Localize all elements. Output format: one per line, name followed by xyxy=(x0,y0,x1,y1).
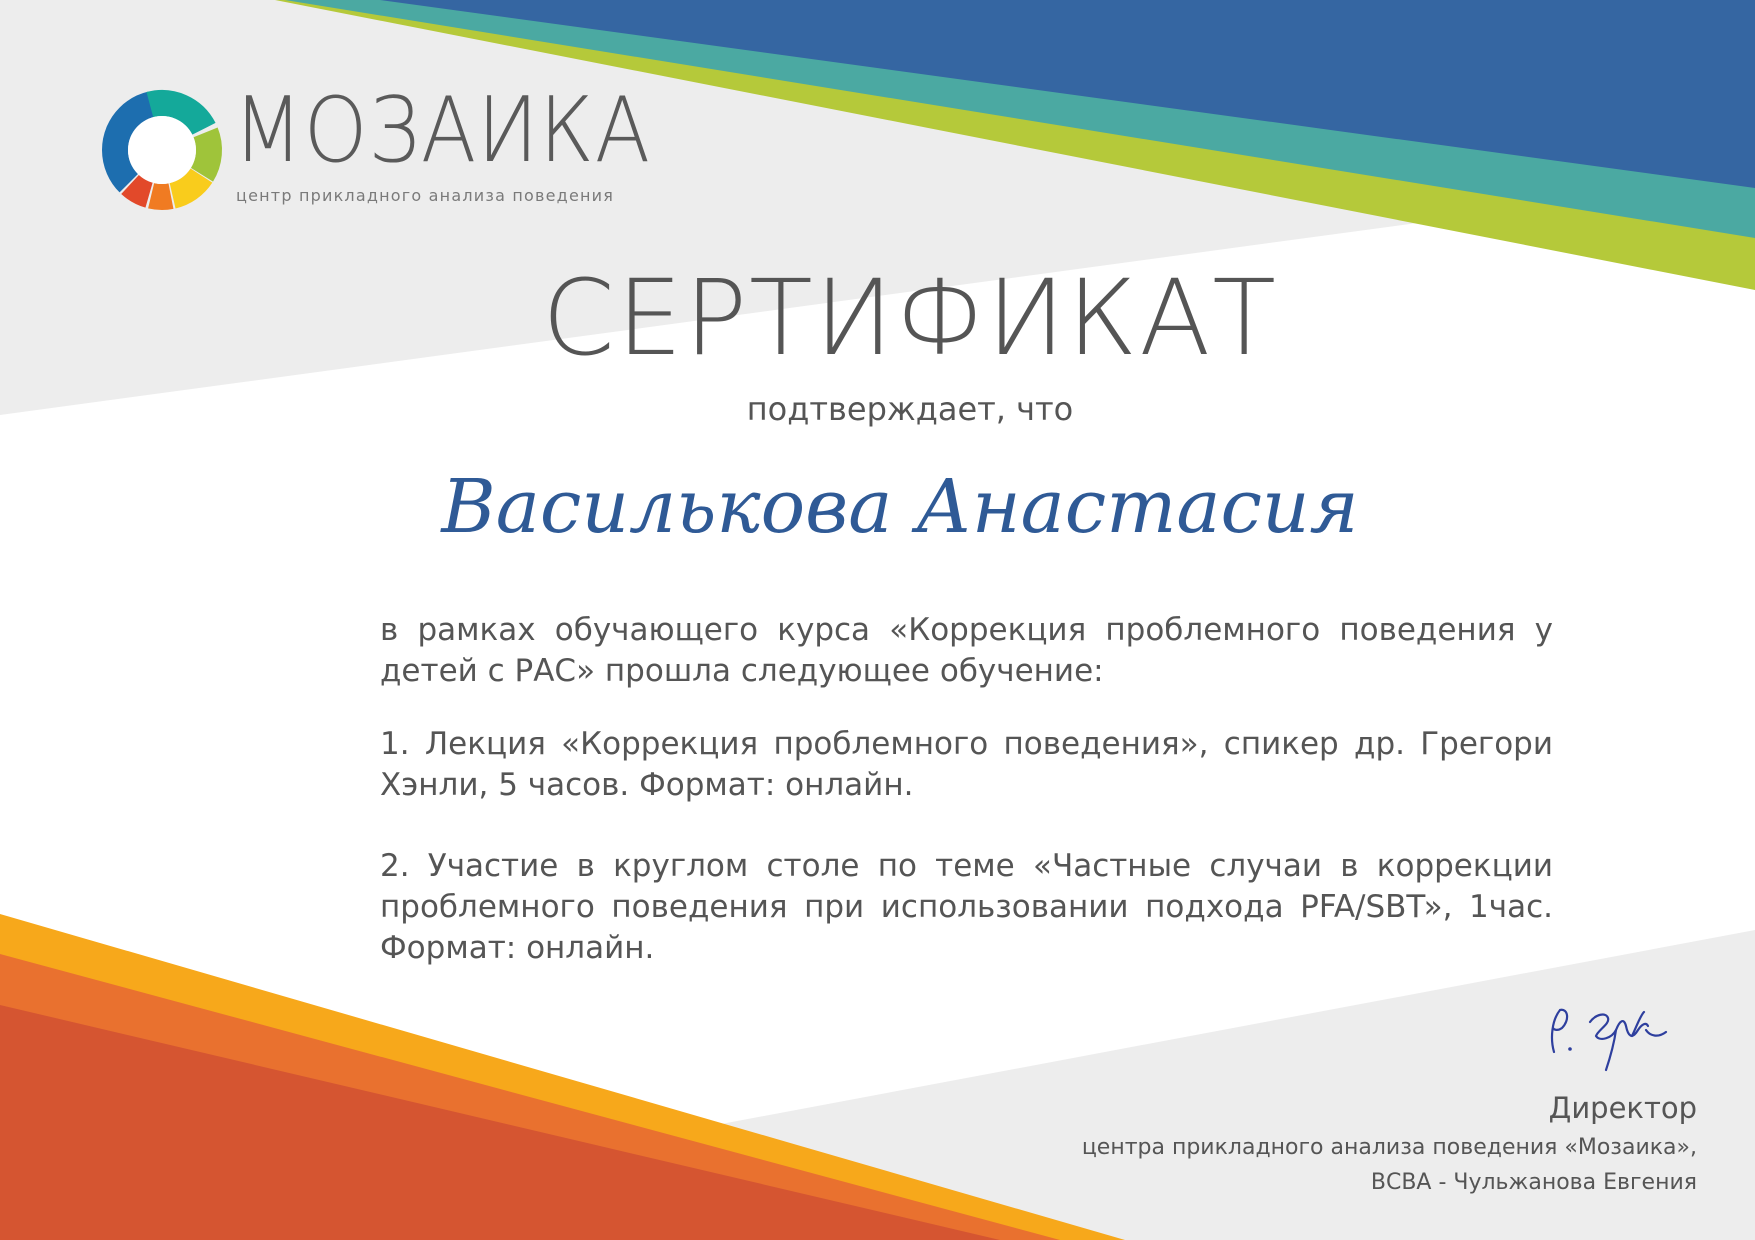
training-item-lecture: 1. Лекция «Коррекция проблемного поведения», спикер др. Грегори Хэнли, 5 часов. Формат: онлайн. xyxy=(380,726,1553,803)
training-item-round-table: 2. Участие в круглом столе по теме «Частные случаи в коррекции проблемного поведения при использовании подхода PFA/SBT», 1час. Формат: онлайн. xyxy=(380,848,1553,966)
certificate-title: СЕРТИФИКАТ xyxy=(542,257,1278,379)
mosaic-ring-icon xyxy=(100,88,224,212)
mozaika-logo xyxy=(100,78,652,214)
recipient-name: Василькова Анастасия xyxy=(441,464,1359,550)
signatory-title: Директор xyxy=(1548,1091,1697,1125)
course-intro-text: в рамках обучающего курса «Коррекция проблемного поведения у детей с РАС» прошла следующее обучение: xyxy=(380,612,1553,689)
signatory-organization: центра прикладного анализа поведения «Мозаика», xyxy=(1081,1135,1697,1160)
logo-name: МОЗАИКА xyxy=(233,78,652,183)
confirms-text: подтверждает, что xyxy=(746,390,1074,428)
director-signature xyxy=(1540,1000,1700,1090)
signatory-block xyxy=(1082,1086,1697,1200)
logo-subtitle: центр прикладного анализа поведения xyxy=(236,186,615,205)
signatory-name: ВСВА - Чульжанова Евгения xyxy=(1370,1170,1697,1195)
